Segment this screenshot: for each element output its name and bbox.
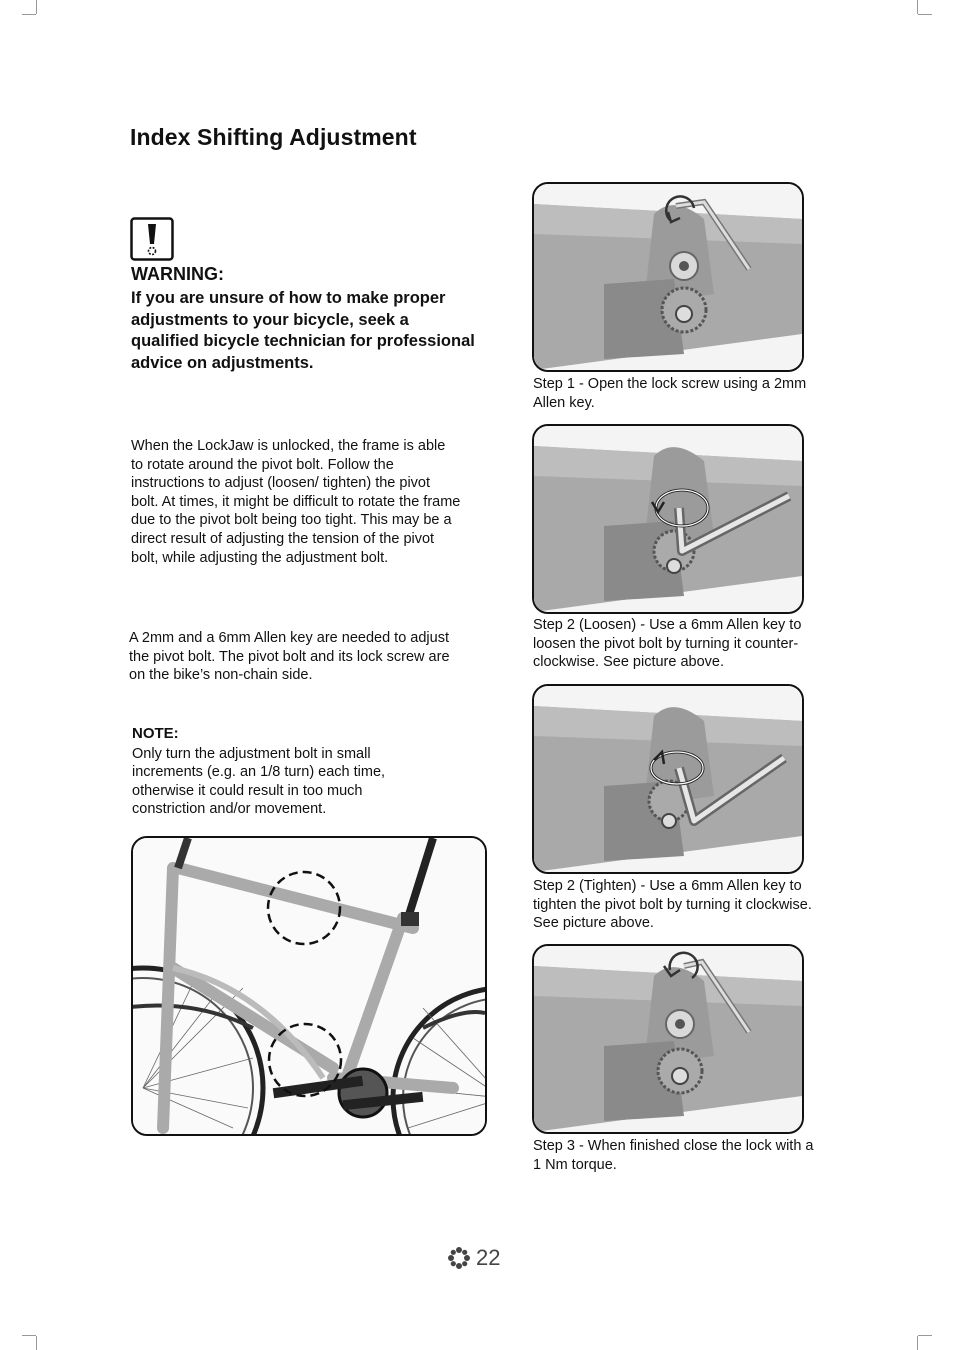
step-3-photo [532,944,804,1134]
crop-mark [917,0,918,14]
crop-mark [36,0,37,14]
note-text: Only turn the adjustment bolt in small increments (e.g. an 1/8 turn) each time, otherwise it could result in too much constriction and/or movement. [132,746,386,818]
page-title: Index Shifting Adjustment [130,124,417,150]
step-2-tighten-caption: Step 2 (Tighten) - Use a 6mm Allen key to tighten the pivot bolt by turning it clockwise. See picture above. [533,878,812,932]
step-2-tighten-photo [532,684,804,874]
page-number: 22 [476,1245,501,1270]
crop-mark [918,1335,932,1336]
page-footer [448,1244,500,1272]
step-1-photo [532,182,804,372]
step-2-loosen-caption: Step 2 (Loosen) - Use a 6mm Allen key to loosen the pivot bolt by turning it counter-clockwise. See picture above. [533,617,802,671]
warning-text: If you are unsure of how to make proper adjustments to your bicycle, seek a qualified bicycle technician for professional advice on adjustments. [131,289,475,372]
lockjaw-paragraph: When the LockJaw is unlocked, the frame is able to rotate around the pivot bolt. Follow the instructions to adjust (loosen/ tighten) the pivot bolt. At times, it might be difficult to rotate the frame due to the pivot bolt being too tight. This may be a direct result of adjusting the tension of the pivot bolt, while adjusting the adjustment bolt. [131,438,461,566]
brand-flower-logo-icon [448,1247,470,1269]
allen-key-paragraph: A 2mm and a 6mm Allen key are needed to adjust the pivot bolt. The pivot bolt and its lock screw are on the bike’s non-chain side. [129,630,450,684]
step-2-loosen-photo [532,424,804,614]
bike-photo [131,836,487,1136]
crop-mark [918,14,932,15]
crop-mark [917,1336,918,1350]
crop-mark [22,14,36,15]
warning-heading: WARNING: [131,264,224,284]
crop-mark [22,1335,36,1336]
step-1-caption: Step 1 - Open the lock screw using a 2mm Allen key. [533,376,807,411]
crop-mark [36,1336,37,1350]
note-heading: NOTE: [132,725,179,742]
step-3-caption: Step 3 - When finished close the lock with a 1 Nm torque. [533,1138,814,1173]
exclamation-warning-icon [130,217,174,261]
